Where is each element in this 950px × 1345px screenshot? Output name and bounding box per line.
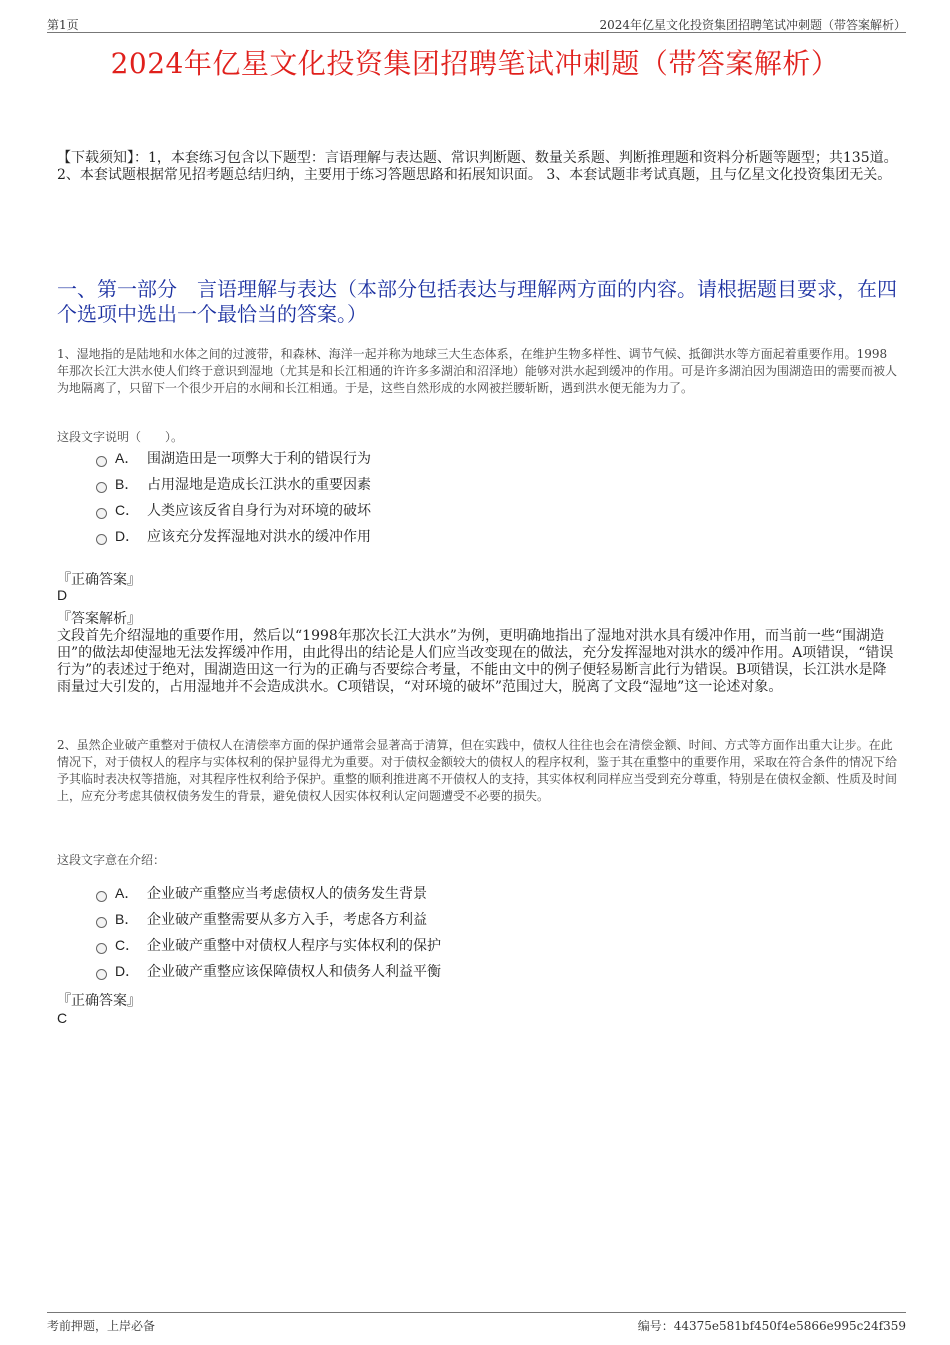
option-text: 企业破产重整需要从多方入手，考虑各方利益 <box>147 912 427 928</box>
radio-icon[interactable] <box>96 482 107 493</box>
download-notice: 【下载须知】：1，本套练习包含以下题型：言语理解与表达题、常识判断题、数量关系题、判断推理题和资料分析题等题型；共135道。 2、本套试题根据常见招考题总结归纳，主要用于练习答题思路和拓展知识面。 3、本套试题非考试真题，且与亿星文化投资集团无关。 <box>57 150 898 183</box>
option-letter: D． <box>115 528 140 544</box>
option-letter: B． <box>115 476 139 492</box>
q1-option-c[interactable] <box>96 500 371 520</box>
option-text: 占用湿地是造成长江洪水的重要因素 <box>147 477 371 493</box>
option-text: 企业破产重整应当考虑债权人的债务发生背景 <box>147 886 427 902</box>
footer-doc-id: 编号：44375e581bf450f4e5866e995c24f359 <box>637 1319 906 1333</box>
page-footer <box>47 1312 906 1337</box>
q1-explanation: 文段首先介绍湿地的重要作用，然后以“1998年那次长江大洪水”为例，更明确地指出了湿地对洪水具有缓冲作用，而当前一些“围湖造田”的做法却使湿地无法发挥缓冲作用，由此得出的结论是人们应当改变现在的做法，充分发挥湿地对洪水的缓冲作用。A项错误，“错误行为”的表述过于绝对，围湖造田这一行为的正确与否要综合考量，不能由文中的例子便轻易断言此行为错误。B项错误，长江洪水是降雨量过大引发的，占用湿地并不会造成洪水。C项错误，“对环境的破坏”范围过大，脱离了文段“湿地”这一论述对象。 <box>57 628 894 695</box>
option-letter: B． <box>115 911 139 927</box>
option-letter: A． <box>115 450 139 466</box>
option-text: 人类应该反省自身行为对环境的破坏 <box>147 503 371 519</box>
q2-option-a[interactable] <box>96 883 427 903</box>
page-header <box>47 14 906 33</box>
option-text: 企业破产重整应该保障债权人和债务人利益平衡 <box>147 964 441 980</box>
option-letter: C． <box>115 502 140 518</box>
q2-option-c[interactable] <box>96 935 441 955</box>
radio-icon[interactable] <box>96 917 107 928</box>
q2-answer-label: 『正确答案』 <box>57 993 141 1009</box>
radio-icon[interactable] <box>96 456 107 467</box>
radio-icon[interactable] <box>96 943 107 954</box>
page-number: 第1页 <box>47 18 79 32</box>
radio-icon[interactable] <box>96 508 107 519</box>
question-1-text: 1、湿地指的是陆地和水体之间的过渡带，和森林、海洋一起并称为地球三大生态体系，在维护生物多样性、调节气候、抵御洪水等方面起着重要作用。1998年那次长江大洪水使人们终于意识到湿地（尤其是和长江相通的许许多多湖泊和沼泽地）能够对洪水起到缓冲的作用。可是许多湖泊因为围湖造田的需要而被人为地隔离了，只留下一个很少开启的水闸和长江相通。于是，这些自然形成的水网被拦腰斩断，遇到洪水便无能为力了。 <box>57 347 898 395</box>
header-doc-title: 2024年亿星文化投资集团招聘笔试冲刺题（带答案解析） <box>599 18 906 32</box>
option-letter: C． <box>115 937 140 953</box>
question-1-prompt: 这段文字说明（ ）。 <box>57 430 184 444</box>
option-text: 应该充分发挥湿地对洪水的缓冲作用 <box>147 529 371 545</box>
q1-option-d[interactable] <box>96 526 371 546</box>
section-title: 一、第一部分 言语理解与表达（本部分包括表达与理解两方面的内容。请根据题目要求，在四个选项中选出一个最恰当的答案。） <box>57 277 897 326</box>
option-letter: A． <box>115 885 139 901</box>
question-2-text: 2、虽然企业破产重整对于债权人在清偿率方面的保护通常会显著高于清算，但在实践中，债权人往往也会在清偿金额、时间、方式等方面作出重大让步。在此情况下，对于债权人的程序与实体权利的保护显得尤为重要。对于债权金额较大的债权人的程序权利，鉴于其在重整中的重要作用，采取在符合条件的情况下给予其临时表决权等措施，对其程序性权利给予保护。重整的顺利推进离不开债权人的支持，其实体权利同样应当受到充分尊重，特别是在债权金额、性质及时间上，应充分考虑其债权债务发生的背景，避免债权人因实体权利认定问题遭受不必要的损失。 <box>57 738 898 803</box>
q1-explanation-label: 『答案解析』 <box>57 611 141 627</box>
question-2-prompt: 这段文字意在介绍： <box>57 853 166 867</box>
option-text: 围湖造田是一项弊大于利的错误行为 <box>147 451 371 467</box>
q1-option-a[interactable] <box>96 448 371 468</box>
page-title: 2024年亿星文化投资集团招聘笔试冲刺题（带答案解析） <box>110 47 840 80</box>
q2-option-d[interactable] <box>96 961 441 981</box>
radio-icon[interactable] <box>96 534 107 545</box>
q2-answer: C <box>57 1010 68 1026</box>
radio-icon[interactable] <box>96 891 107 902</box>
q1-answer: D <box>57 587 68 603</box>
q1-option-b[interactable] <box>96 474 371 494</box>
option-text: 企业破产重整中对债权人程序与实体权利的保护 <box>147 938 441 954</box>
q2-option-b[interactable] <box>96 909 427 929</box>
option-letter: D． <box>115 963 140 979</box>
radio-icon[interactable] <box>96 969 107 980</box>
q1-answer-label: 『正确答案』 <box>57 572 141 588</box>
footer-slogan: 考前押题，上岸必备 <box>47 1319 156 1333</box>
